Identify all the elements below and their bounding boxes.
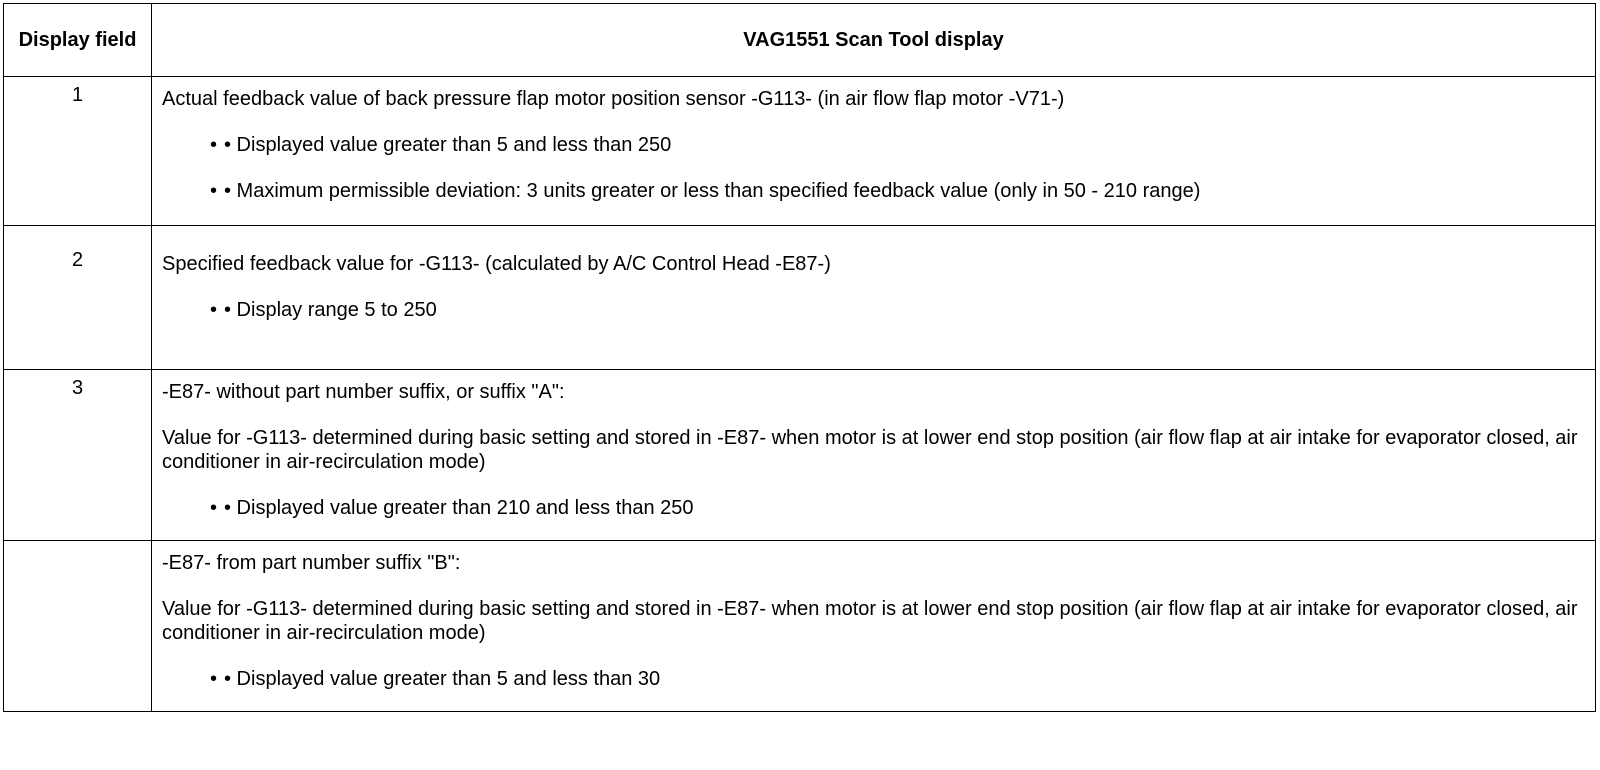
display-field-number bbox=[4, 541, 152, 712]
table-row bbox=[4, 370, 1596, 541]
bullet-text: • Displayed value greater than 5 and less than 30 bbox=[224, 668, 661, 690]
display-field-number: 1 bbox=[4, 77, 152, 226]
bullet-text: • Displayed value greater than 210 and less than 250 bbox=[224, 497, 694, 519]
description-text: Value for -G113- determined during basic setting and stored in -E87- when motor is at lower end stop position (air flow flap at air intake for evaporator closed, air conditioner in air-recirculation mode) bbox=[162, 598, 1578, 644]
display-field-number: 3 bbox=[4, 370, 152, 541]
list-item bbox=[162, 645, 1585, 691]
bullet-icon: • bbox=[210, 134, 218, 156]
display-description bbox=[152, 226, 1596, 370]
description-text: Specified feedback value for -G113- (calculated by A/C Control Head -E87-) bbox=[162, 253, 831, 275]
description-text: -E87- from part number suffix "B": bbox=[162, 552, 461, 574]
list-item bbox=[162, 276, 1585, 322]
bullet-icon: • bbox=[210, 180, 218, 202]
description-text: -E87- without part number suffix, or suffix "A": bbox=[162, 381, 565, 403]
description-text: Value for -G113- determined during basic setting and stored in -E87- when motor is at lower end stop position (air flow flap at air intake for evaporator closed, air conditioner in air-recirculation mode) bbox=[162, 427, 1578, 473]
header-scan-tool-display: VAG1551 Scan Tool display bbox=[152, 4, 1596, 77]
table-row bbox=[4, 77, 1596, 226]
scan-tool-table bbox=[3, 3, 1596, 712]
bullet-icon: • bbox=[210, 497, 218, 519]
display-field-number: 2 bbox=[4, 226, 152, 370]
bullet-text: • Displayed value greater than 5 and less than 250 bbox=[224, 134, 672, 156]
display-description bbox=[152, 77, 1596, 226]
bullet-icon: • bbox=[210, 668, 218, 690]
display-description bbox=[152, 541, 1596, 712]
header-row bbox=[4, 4, 1596, 77]
list-item bbox=[162, 157, 1585, 203]
bullet-text: • Maximum permissible deviation: 3 units greater or less than specified feedback value (only in 50 - 210 range) bbox=[224, 180, 1201, 202]
bullet-text: • Display range 5 to 250 bbox=[224, 299, 437, 321]
list-item bbox=[162, 474, 1585, 520]
description-text: Actual feedback value of back pressure flap motor position sensor -G113- (in air flow flap motor -V71-) bbox=[162, 88, 1065, 110]
list-item bbox=[162, 111, 1585, 157]
bullet-icon: • bbox=[210, 299, 218, 321]
table-row bbox=[4, 226, 1596, 370]
table-row bbox=[4, 541, 1596, 712]
display-description bbox=[152, 370, 1596, 541]
header-display-field: Display field bbox=[4, 4, 152, 77]
